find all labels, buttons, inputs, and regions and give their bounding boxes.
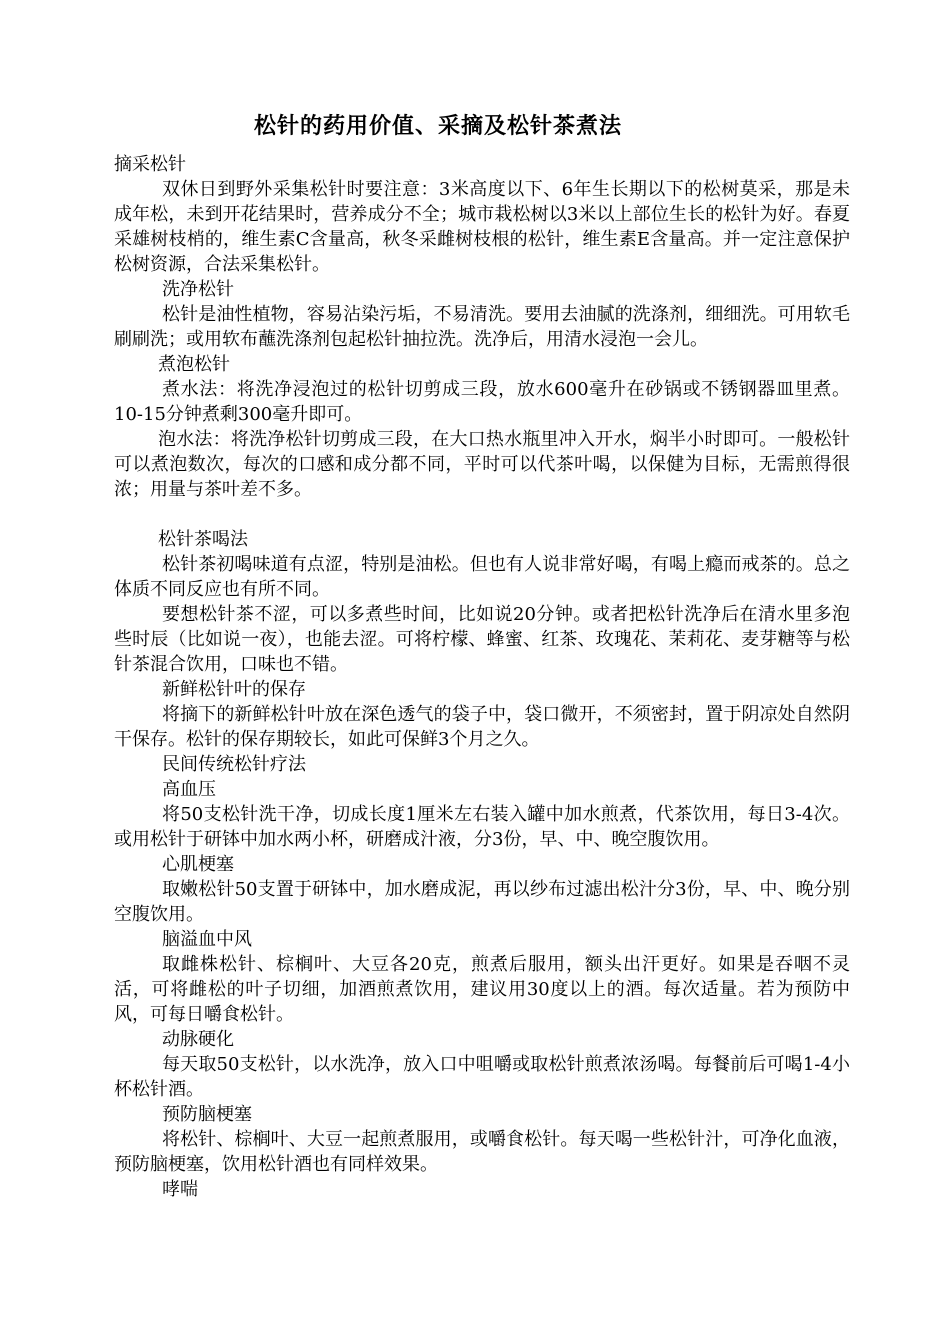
subheading-arteriosclerosis: 动脉硬化 <box>162 1029 234 1050</box>
paragraph: 取雌株松针、棕榈叶、大豆各20克，煎煮后服用，额头出汗更好。如果是吞咽不灵活，可将雌松的叶子切细，加酒煎煮饮用，建议用30度以上的酒。每次适量。若为预防中风，可每日嚼食松针。 <box>114 954 850 1025</box>
section-heading-drink: 松针茶喝法 <box>158 529 248 550</box>
paragraph: 每天取50支松针，以水洗净，放入口中咀嚼或取松针煎煮浓汤喝。每餐前后可喝1-4小杯松针酒。 <box>114 1054 850 1100</box>
subheading-asthma: 哮喘 <box>162 1179 198 1200</box>
section-heading-storage: 新鲜松针叶的保存 <box>162 679 306 700</box>
paragraph: 将松针、棕榈叶、大豆一起煎煮服用，或嚼食松针。每天喝一些松针汁，可净化血液，预防脑梗塞，饮用松针酒也有同样效果。 <box>114 1129 850 1175</box>
paragraph: 将摘下的新鲜松针叶放在深色透气的袋子中，袋口微开，不须密封，置于阴凉处自然阴干保存。松针的保存期较长，如此可保鲜3个月之久。 <box>114 704 850 750</box>
section-heading-boil: 煮泡松针 <box>158 354 230 375</box>
paragraph: 泡水法：将洗净松针切剪成三段，在大口热水瓶里冲入开水，焖半小时即可。一般松针可以煮泡数次，每次的口感和成分都不同，平时可以代茶叶喝，以保健为目标，无需煎得很浓；用量与茶叶差不多。 <box>114 429 850 500</box>
paragraph: 要想松针茶不涩，可以多煮些时间，比如说20分钟。或者把松针洗净后在清水里多泡些时辰（比如说一夜），也能去涩。可将柠檬、蜂蜜、红茶、玫瑰花、茉莉花、麦芽糖等与松针茶混合饮用，口味也不错。 <box>114 604 850 675</box>
blank-line <box>114 502 850 527</box>
paragraph: 松针是油性植物，容易沾染污垢，不易清洗。要用去油腻的洗涤剂，细细洗。可用软毛刷刷洗；或用软布蘸洗涤剂包起松针抽拉洗。洗净后，用清水浸泡一会儿。 <box>114 304 850 350</box>
paragraph: 取嫩松针50支置于研钵中，加水磨成泥，再以纱布过滤出松汁分3份，早、中、晚分别空腹饮用。 <box>114 879 850 925</box>
paragraph: 煮水法：将洗净浸泡过的松针切剪成三段，放水600毫升在砂锅或不锈钢器皿里煮。10-15分钟煮剩300毫升即可。 <box>114 379 850 425</box>
document-title: 松针的药用价值、采摘及松针茶煮法 <box>253 114 622 139</box>
paragraph: 将50支松针洗干净，切成长度1厘米左右装入罐中加水煎煮，代茶饮用，每日3-4次。或用松针于研钵中加水两小杯，研磨成汁液，分3份，早、中、晚空腹饮用。 <box>114 804 850 850</box>
subheading-hypertension: 高血压 <box>162 779 216 800</box>
paragraph: 双休日到野外采集松针时要注意：3米高度以下、6年生长期以下的松树莫采，那是未成年松，未到开花结果时，营养成分不全；城市栽松树以3米以上部位生长的松针为好。春夏采雄树枝梢的，维生素C含量高，秋冬采雌树枝根的松针，维生素E含量高。并一定注意保护松树资源，合法采集松针。 <box>114 179 850 275</box>
section-heading-wash: 洗净松针 <box>162 279 234 300</box>
section-heading-pick: 摘采松针 <box>114 154 186 175</box>
subheading-stroke: 脑溢血中风 <box>162 929 252 950</box>
document-body <box>114 152 850 1202</box>
paragraph: 松针茶初喝味道有点涩，特别是油松。但也有人说非常好喝，有喝上瘾而戒茶的。总之体质不同反应也有所不同。 <box>114 554 850 600</box>
section-heading-remedies: 民间传统松针疗法 <box>162 754 306 775</box>
subheading-myocardial-infarction: 心肌梗塞 <box>162 854 234 875</box>
subheading-cerebral-infarction: 预防脑梗塞 <box>162 1104 252 1125</box>
